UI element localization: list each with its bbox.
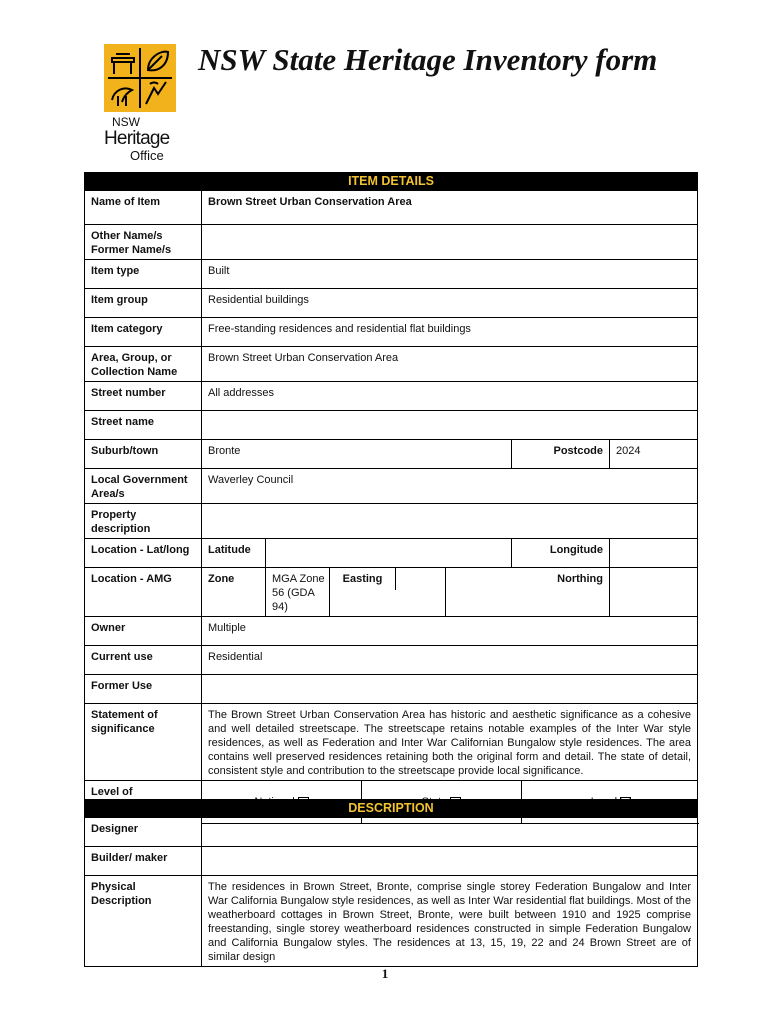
description-heading: DESCRIPTION (85, 800, 698, 818)
longitude-value[interactable] (610, 539, 698, 568)
amg-label: Location - AMG (85, 568, 202, 617)
builder-value[interactable] (202, 847, 698, 876)
item-details-heading: ITEM DETAILS (85, 173, 698, 191)
logo-office-text: Office (130, 148, 164, 163)
latitude-label: Latitude (202, 539, 266, 568)
logo-emblem (104, 44, 176, 112)
property-description-value[interactable] (202, 504, 698, 539)
former-use-label: Former Use (85, 675, 202, 704)
postcode-label: Postcode (512, 440, 610, 469)
longitude-label: Longitude (512, 539, 610, 568)
item-group-label: Item group (85, 289, 202, 318)
significance-value[interactable]: The Brown Street Urban Conservation Area has historic and aesthetic significance as a cohesive and well detailed streetscape. The streetscape retains notable examples of the Inter War style residences, as well as Federation and Inter War Californian Bungalow style residences. The area contains well preserved residences retaining both the original form and detail. The state of detail, consistent style and contribution to the streetscape provide local significance. (202, 704, 698, 781)
zone-label: Zone (202, 568, 266, 617)
easting-cell (330, 568, 446, 617)
suburb-value[interactable]: Bronte (202, 440, 512, 469)
heritage-office-logo (104, 44, 178, 162)
other-names-label: Other Name/s Former Name/s (85, 225, 202, 260)
name-of-item-label: Name of Item (85, 191, 202, 225)
street-name-value[interactable] (202, 411, 698, 440)
physical-description-value[interactable]: The residences in Brown Street, Bronte, comprise single storey Federation Bungalow and Inter War California Bungalow style residences, as well as Inter War residential flat buildings. Most of the weatherboard cottages in Brown Street, Bronte, were built between 1910 and 1925 comprise freestanding, single storey weatherboard residences constructed in simple Federation Bungalow and California Bungalow styles. The residences at 13, 15, 19, 22 and 24 Brown Street are of similar design (202, 876, 698, 967)
easting-value[interactable] (396, 568, 445, 590)
item-category-value[interactable]: Free-standing residences and residential flat buildings (202, 318, 698, 347)
property-description-label: Property description (85, 504, 202, 539)
easting-label: Easting (330, 568, 396, 590)
item-type-value[interactable]: Built (202, 260, 698, 289)
street-name-label: Street name (85, 411, 202, 440)
level-of-significance-label: Level of (85, 781, 202, 824)
page-title: NSW State Heritage Inventory form (198, 42, 658, 77)
current-use-label: Current use (85, 646, 202, 675)
owner-label: Owner (85, 617, 202, 646)
northing-value[interactable] (610, 568, 698, 617)
item-category-label: Item category (85, 318, 202, 347)
owner-value[interactable]: Multiple (202, 617, 698, 646)
designer-label: Designer (85, 818, 202, 847)
name-of-item-value[interactable]: Brown Street Urban Conservation Area (202, 191, 698, 225)
builder-label: Builder/ maker (85, 847, 202, 876)
street-number-value[interactable]: All addresses (202, 382, 698, 411)
suburb-label: Suburb/town (85, 440, 202, 469)
northing-label: Northing (446, 568, 610, 617)
postcode-value[interactable]: 2024 (610, 440, 698, 469)
item-details-table (84, 172, 698, 824)
former-use-value[interactable] (202, 675, 698, 704)
logo-heritage-text: Heritage (104, 128, 170, 149)
physical-description-label: Physical Description (85, 876, 202, 967)
lga-label: Local Government Area/s (85, 469, 202, 504)
latitude-value[interactable] (266, 539, 512, 568)
item-type-label: Item type (85, 260, 202, 289)
other-names-value[interactable] (202, 225, 698, 260)
page-number: 1 (381, 966, 389, 981)
area-group-label: Area, Group, or Collection Name (85, 347, 202, 382)
logo-emblem-icon (104, 44, 176, 112)
area-group-value[interactable]: Brown Street Urban Conservation Area (202, 347, 698, 382)
significance-label: Statement of significance (85, 704, 202, 781)
street-number-label: Street number (85, 382, 202, 411)
current-use-value[interactable]: Residential (202, 646, 698, 675)
designer-value[interactable] (202, 818, 698, 847)
lat-long-label: Location - Lat/long (85, 539, 202, 568)
logo-nsw-text: NSW (112, 115, 140, 129)
lga-value[interactable]: Waverley Council (202, 469, 698, 504)
item-group-value[interactable]: Residential buildings (202, 289, 698, 318)
zone-value[interactable]: MGA Zone 56 (GDA 94) (266, 568, 330, 617)
description-table (84, 799, 698, 967)
